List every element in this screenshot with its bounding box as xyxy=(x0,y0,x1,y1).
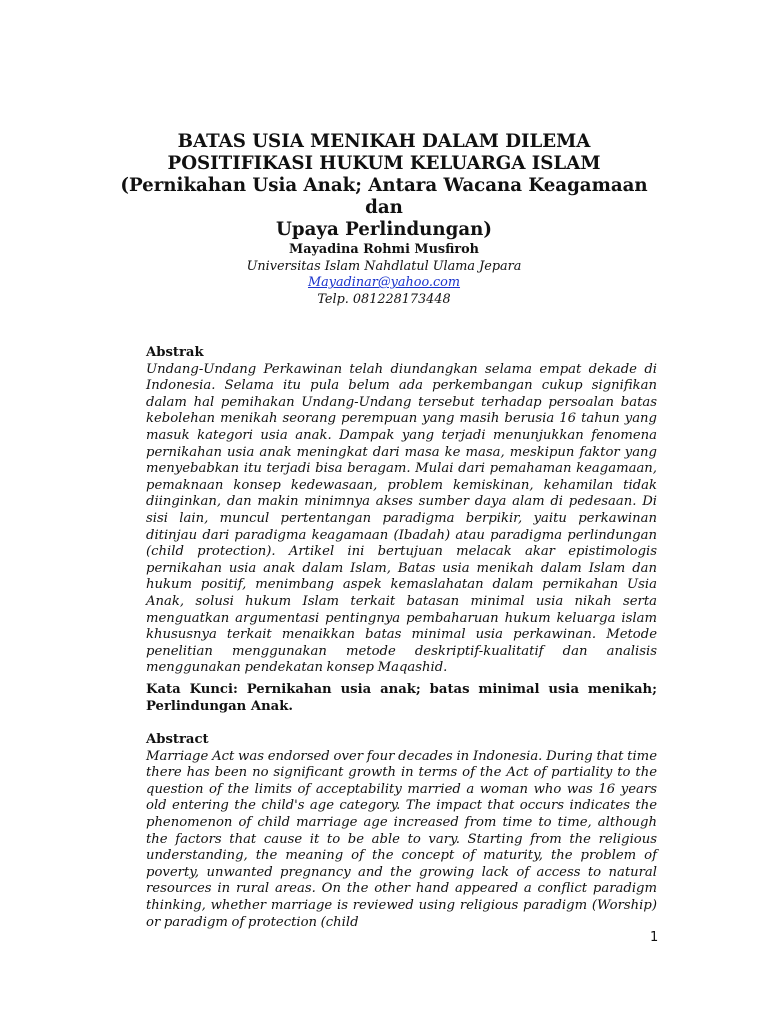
abstract-section xyxy=(146,732,657,931)
author-phone: Telp. 081228173448 xyxy=(317,291,451,307)
paper-title-line-1: BATAS USIA MENIKAH DALAM DILEMA xyxy=(177,131,591,152)
abstrak-heading: Abstrak xyxy=(146,345,204,360)
paper-subtitle-line-2: Upaya Perlindungan) xyxy=(276,219,492,240)
keywords-section xyxy=(146,682,657,715)
author-block xyxy=(150,242,618,308)
author-affiliation: Universitas Islam Nahdlatul Ulama Jepara xyxy=(246,258,522,274)
author-name: Mayadina Rohmi Musfiroh xyxy=(289,242,479,257)
abstrak-text: Undang-Undang Perkawinan telah diundangkan selama empat dekade di Indonesia. Selama itu pula belum ada perkembangan cukup signifikan dalam hal pemihakan Undang-Undang tersebut terhadap persoalan batas kebolehan menikah seorang perempuan yang masih berusia 16 tahun yang masuk kategori usia anak. Dampak yang terjadi menunjukkan fenomena pernikahan usia anak meningkat dari masa ke masa, meskipun faktor yang menyebabkan itu terjadi bisa beragam. Mulai dari pemahaman keagamaan, pemaknaan konsep kedewasaan, problem kemiskinan, kehamilan tidak diinginkan, dan makin minimnya akses sumber daya alam di pedesaan. Di sisi lain, muncul pertentangan paradigma berpikir, yaitu perkawinan ditinjau dari paradigma keagamaan (Ibadah) atau paradigma perlindungan (child protection). Artikel ini bertujuan melacak akar epistimologis pernikahan usia anak dalam Islam, Batas usia menikah dalam Islam dan hukum positif, menimbang aspek kemaslahatan dalam pernikahan Usia Anak, solusi hukum Islam terkait batasan minimal usia nikah serta menguatkan argumentasi pentingnya pembaharuan hukum keluarga islam khususnya terkait menaikkan batas minimal usia perkawinan. Metode penelitian menggunakan metode deskriptif-kualitatif dan analisis menggunakan pendekatan konsep Maqashid. xyxy=(146,361,657,676)
paper-subtitle-line-1: (Pernikahan Usia Anak; Antara Wacana Keagamaan dan xyxy=(120,175,648,218)
abstract-text: Marriage Act was endorsed over four decades in Indonesia. During that time there has been no significant growth in terms of the Act of partiality to the question of the limits of acceptability married a woman who was 16 years old entering the child's age category. The impact that occurs indicates the phenomenon of child marriage age increased from time to time, although the factors that cause it to be able to vary. Starting from the religious understanding, the meaning of the concept of maturity, the problem of poverty, unwanted pregnancy and the growing lack of access to natural resources in rural areas. On the other hand appeared a conflict paradigm thinking, whether marriage is reviewed using religious paradigm (Worship) or paradigm of protection (child xyxy=(146,748,657,930)
page-number: 1 xyxy=(650,930,659,945)
paper-title-line-2: POSITIFIKASI HUKUM KELUARGA ISLAM xyxy=(167,153,601,174)
abstrak-section xyxy=(146,345,657,677)
title-block xyxy=(120,131,648,241)
keywords-text: Kata Kunci: Pernikahan usia anak; batas minimal usia menikah; Perlindungan Anak. xyxy=(146,682,657,714)
author-email-link[interactable]: Mayadinar@yahoo.com xyxy=(307,275,461,291)
abstract-heading: Abstract xyxy=(146,732,209,747)
